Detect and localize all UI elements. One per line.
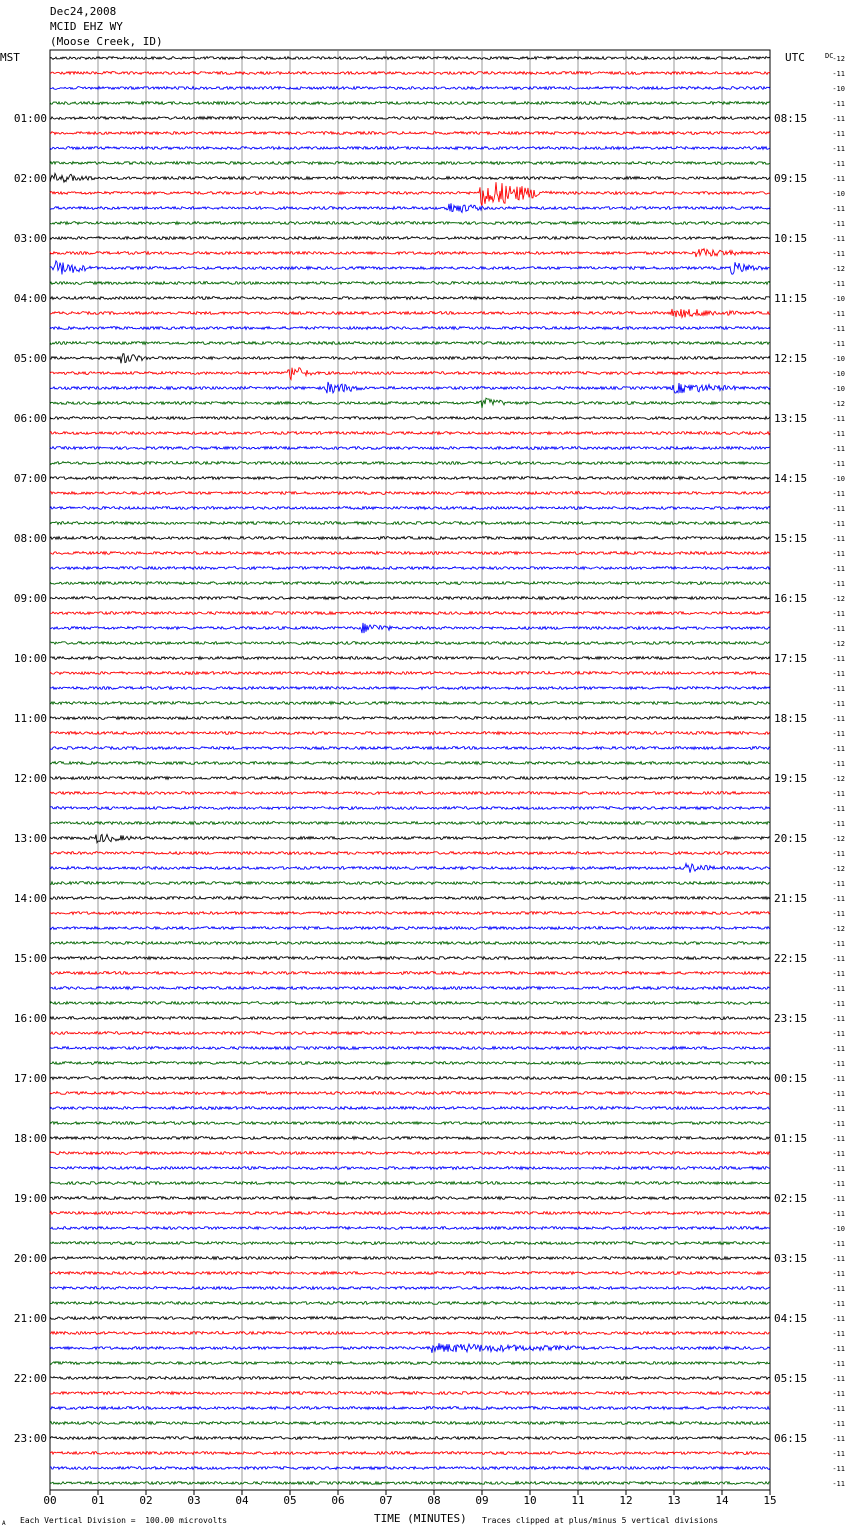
mst-hour-label: 15:00 (13, 952, 47, 965)
x-tick-label: 00 (43, 1494, 57, 1507)
dc-offset-label: -11 (832, 280, 845, 288)
trace-58 (50, 927, 770, 930)
dc-offset-label: -11 (832, 880, 845, 888)
trace-11 (50, 222, 770, 225)
dc-offset-label: -11 (832, 1060, 845, 1068)
trace-86 (50, 1343, 770, 1353)
dc-offset-label: -11 (832, 625, 845, 633)
dc-offset-label: -12 (832, 835, 845, 843)
dc-offset-label: -11 (832, 1435, 845, 1443)
dc-offset-label: -12 (832, 400, 845, 408)
trace-44 (50, 717, 770, 720)
trace-10 (50, 203, 770, 212)
trace-65 (50, 1032, 770, 1035)
trace-36 (50, 597, 770, 600)
trace-72 (50, 1137, 770, 1140)
mst-hour-label: 07:00 (13, 472, 47, 485)
right-timezone-label: UTC (785, 51, 805, 64)
trace-23 (50, 398, 770, 408)
trace-30 (50, 507, 770, 510)
trace-70 (50, 1107, 770, 1110)
mst-hour-label: 20:00 (13, 1252, 47, 1265)
dc-offset-label: -11 (832, 700, 845, 708)
dc-offset-label: -11 (832, 430, 845, 438)
x-tick-label: 04 (235, 1494, 249, 1507)
dc-offset-label: -11 (832, 805, 845, 813)
utc-hour-label: 12:15 (774, 352, 808, 365)
trace-82 (50, 1287, 770, 1290)
x-tick-label: 02 (139, 1494, 153, 1507)
trace-80 (50, 1257, 770, 1260)
dc-offset-label: -11 (832, 1180, 845, 1188)
trace-49 (50, 792, 770, 795)
trace-13 (50, 249, 770, 257)
clip-note: Traces clipped at plus/minus 5 vertical divisions (482, 1516, 719, 1525)
trace-40 (50, 657, 770, 660)
dc-offset-label: -11 (832, 100, 845, 108)
mst-hour-label: 11:00 (13, 712, 47, 725)
trace-32 (50, 537, 770, 540)
trace-63 (50, 1002, 770, 1005)
dc-offset-label: -11 (832, 610, 845, 618)
trace-24 (50, 417, 770, 420)
utc-hour-label: 17:15 (774, 652, 808, 665)
x-axis-ticks (43, 1490, 776, 1507)
dc-offset-label: -11 (832, 1330, 845, 1338)
x-tick-label: 08 (427, 1494, 441, 1507)
dc-offset-label: -11 (832, 70, 845, 78)
utc-hour-label: 06:15 (774, 1432, 808, 1445)
dc-offset-label: -11 (832, 655, 845, 663)
trace-8 (50, 173, 770, 182)
trace-39 (50, 642, 770, 645)
station-location: (Moose Creek, ID) (50, 35, 163, 48)
dc-offset-label: -10 (832, 475, 845, 483)
seismic-traces (50, 57, 770, 1485)
trace-26 (50, 447, 770, 450)
x-tick-label: 01 (91, 1494, 105, 1507)
dc-offset-label: -11 (832, 175, 845, 183)
dc-offset-label: -11 (832, 460, 845, 468)
trace-62 (50, 987, 770, 990)
dc-offset-label: -11 (832, 1255, 845, 1263)
trace-83 (50, 1302, 770, 1305)
dc-offset-label: -11 (832, 1345, 845, 1353)
dc-offset-label: -11 (832, 310, 845, 318)
mst-hour-label: 19:00 (13, 1192, 47, 1205)
dc-offset-label: -10 (832, 1225, 845, 1233)
dc-offset-label: -11 (832, 1315, 845, 1323)
dc-offset-label: -11 (832, 1015, 845, 1023)
trace-48 (50, 777, 770, 780)
utc-hour-label: 13:15 (774, 412, 808, 425)
trace-41 (50, 672, 770, 675)
trace-4 (50, 117, 770, 120)
utc-hour-label: 03:15 (774, 1252, 808, 1265)
trace-55 (50, 882, 770, 885)
dc-offset-label: -12 (832, 775, 845, 783)
dc-offset-label: -11 (832, 790, 845, 798)
dc-offset-label: -11 (832, 565, 845, 573)
dc-offset-label: -11 (832, 745, 845, 753)
utc-hour-label: 01:15 (774, 1132, 808, 1145)
trace-56 (50, 897, 770, 900)
dc-offset-label: -10 (832, 190, 845, 198)
utc-hour-label: 23:15 (774, 1012, 808, 1025)
mst-hour-label: 03:00 (13, 232, 47, 245)
dc-offset-label: -11 (832, 445, 845, 453)
dc-offset-label: -11 (832, 1075, 845, 1083)
mst-hour-label: 06:00 (13, 412, 47, 425)
trace-19 (50, 342, 770, 345)
scale-note: Each Vertical Division = 100.00 microvolts (20, 1516, 228, 1525)
trace-78 (50, 1227, 770, 1230)
trace-45 (50, 732, 770, 735)
dc-offset-label: -11 (832, 1240, 845, 1248)
trace-87 (50, 1362, 770, 1365)
mst-hour-label: 02:00 (13, 172, 47, 185)
dc-offset-label: -11 (832, 235, 845, 243)
trace-33 (50, 552, 770, 555)
dc-offset-label: -11 (832, 505, 845, 513)
trace-20 (50, 354, 770, 364)
corner-mark: A (2, 1520, 6, 1527)
trace-12 (50, 237, 770, 240)
dc-offset-label: -11 (832, 1405, 845, 1413)
trace-60 (50, 957, 770, 960)
mst-hour-label: 04:00 (13, 292, 47, 305)
utc-hour-label: 00:15 (774, 1072, 808, 1085)
trace-68 (50, 1077, 770, 1080)
utc-hour-label: 22:15 (774, 952, 808, 965)
trace-7 (50, 162, 770, 165)
utc-hour-label: 11:15 (774, 292, 808, 305)
x-tick-label: 09 (475, 1494, 489, 1507)
trace-9 (50, 182, 770, 206)
trace-50 (50, 807, 770, 810)
mst-hour-label: 13:00 (13, 832, 47, 845)
dc-offset-label: -11 (832, 985, 845, 993)
mst-hour-label: 16:00 (13, 1012, 47, 1025)
utc-hour-label: 04:15 (774, 1312, 808, 1325)
trace-35 (50, 582, 770, 585)
mst-hour-label: 10:00 (13, 652, 47, 665)
dc-offset-label: -11 (832, 1105, 845, 1113)
dc-offset-label: -11 (832, 1465, 845, 1473)
dc-offset-label: -11 (832, 1480, 845, 1488)
trace-15 (50, 282, 770, 285)
dc-offset-label: -11 (832, 1285, 845, 1293)
mst-hour-labels (14, 112, 47, 1445)
utc-hour-label: 05:15 (774, 1372, 808, 1385)
dc-offset-label: -11 (832, 1120, 845, 1128)
dc-offset-label: -11 (832, 220, 845, 228)
dc-offset-label: -11 (832, 1300, 845, 1308)
utc-hour-label: 18:15 (774, 712, 808, 725)
dc-label: DC (825, 52, 834, 60)
dc-offset-label: -11 (832, 760, 845, 768)
dc-offset-label: -11 (832, 1450, 845, 1458)
trace-81 (50, 1272, 770, 1275)
dc-offset-label: -10 (832, 385, 845, 393)
trace-51 (50, 822, 770, 825)
trace-90 (50, 1407, 770, 1410)
dc-offset-label: -11 (832, 730, 845, 738)
trace-73 (50, 1152, 770, 1155)
dc-offset-label: -11 (832, 250, 845, 258)
utc-hour-label: 08:15 (774, 112, 808, 125)
dc-offset-label: -11 (832, 670, 845, 678)
trace-5 (50, 132, 770, 135)
dc-offset-label: -11 (832, 550, 845, 558)
trace-84 (50, 1317, 770, 1320)
trace-31 (50, 522, 770, 525)
dc-offset-label: -11 (832, 160, 845, 168)
dc-offset-label: -11 (832, 205, 845, 213)
trace-59 (50, 942, 770, 945)
dc-offset-label: -11 (832, 685, 845, 693)
dc-offset-label: -11 (832, 970, 845, 978)
x-axis-label: TIME (MINUTES) (374, 1512, 467, 1525)
dc-offset-label: -11 (832, 940, 845, 948)
dc-offset-label: -12 (832, 265, 845, 273)
record-date: Dec24,2008 (50, 5, 117, 18)
utc-hour-label: 09:15 (774, 172, 808, 185)
dc-offset-label: -11 (832, 1045, 845, 1053)
utc-hour-label: 19:15 (774, 772, 808, 785)
left-timezone-label: MST (0, 51, 20, 64)
trace-22 (50, 382, 770, 393)
dc-offset-label: -11 (832, 1390, 845, 1398)
mst-hour-label: 21:00 (13, 1312, 47, 1325)
dc-offset-label: -10 (832, 370, 845, 378)
trace-14 (50, 261, 770, 275)
trace-89 (50, 1392, 770, 1395)
dc-offset-label: -11 (832, 820, 845, 828)
mst-hour-label: 14:00 (13, 892, 47, 905)
trace-85 (50, 1332, 770, 1335)
utc-hour-label: 20:15 (774, 832, 808, 845)
trace-94 (50, 1467, 770, 1470)
x-tick-label: 15 (763, 1494, 777, 1507)
utc-hour-label: 16:15 (774, 592, 808, 605)
dc-offset-label: -11 (832, 520, 845, 528)
trace-29 (50, 492, 770, 495)
x-tick-label: 05 (283, 1494, 297, 1507)
mst-hour-label: 08:00 (13, 532, 47, 545)
mst-hour-label: 09:00 (13, 592, 47, 605)
mst-hour-label: 05:00 (13, 352, 47, 365)
trace-37 (50, 612, 770, 615)
trace-93 (50, 1452, 770, 1455)
trace-92 (50, 1437, 770, 1440)
x-tick-label: 10 (523, 1494, 537, 1507)
x-tick-label: 07 (379, 1494, 393, 1507)
x-tick-label: 11 (571, 1494, 585, 1507)
dc-offset-label: -11 (832, 1210, 845, 1218)
x-tick-label: 06 (331, 1494, 345, 1507)
trace-91 (50, 1422, 770, 1425)
utc-hour-label: 14:15 (774, 472, 808, 485)
dc-offset-label: -11 (832, 415, 845, 423)
x-tick-label: 14 (715, 1494, 729, 1507)
x-tick-label: 03 (187, 1494, 201, 1507)
dc-offset-label: -11 (832, 130, 845, 138)
dc-offset-label: -11 (832, 1375, 845, 1383)
mst-hour-label: 22:00 (13, 1372, 47, 1385)
trace-69 (50, 1092, 770, 1095)
trace-95 (50, 1482, 770, 1485)
trace-42 (50, 687, 770, 690)
utc-hour-label: 21:15 (774, 892, 808, 905)
dc-offset-label: -11 (832, 325, 845, 333)
dc-offset-label: -11 (832, 1135, 845, 1143)
dc-offset-label: -10 (832, 85, 845, 93)
dc-offset-label: -11 (832, 580, 845, 588)
dc-offset-label: -12 (832, 865, 845, 873)
dc-offset-label: -11 (832, 715, 845, 723)
trace-88 (50, 1377, 770, 1380)
trace-25 (50, 432, 770, 435)
mst-hour-label: 01:00 (13, 112, 47, 125)
trace-16 (50, 297, 770, 300)
mst-hour-label: 17:00 (13, 1072, 47, 1085)
utc-hour-labels (774, 112, 807, 1445)
dc-offset-label: -11 (832, 1090, 845, 1098)
trace-43 (50, 702, 770, 705)
trace-38 (50, 623, 770, 633)
dc-offset-label: -11 (832, 145, 845, 153)
trace-21 (50, 368, 770, 380)
trace-3 (50, 102, 770, 105)
dc-offset-label: -11 (832, 535, 845, 543)
trace-54 (50, 864, 770, 873)
utc-hour-label: 10:15 (774, 232, 808, 245)
trace-77 (50, 1212, 770, 1215)
dc-offset-label: -11 (832, 1030, 845, 1038)
trace-66 (50, 1047, 770, 1050)
dc-offset-label: -12 (832, 595, 845, 603)
trace-2 (50, 87, 770, 90)
trace-17 (50, 309, 770, 317)
dc-offset-label: -11 (832, 910, 845, 918)
mst-hour-label: 23:00 (13, 1432, 47, 1445)
trace-6 (50, 147, 770, 150)
dc-offset-label: -10 (832, 355, 845, 363)
dc-offset-label: -11 (832, 850, 845, 858)
dc-offset-label: -11 (832, 1150, 845, 1158)
dc-offset-label: -11 (832, 340, 845, 348)
x-tick-label: 13 (667, 1494, 681, 1507)
trace-76 (50, 1197, 770, 1200)
trace-47 (50, 762, 770, 765)
dc-offset-label: -12 (832, 55, 845, 63)
dc-offset-label: -11 (832, 490, 845, 498)
trace-71 (50, 1122, 770, 1125)
trace-27 (50, 462, 770, 465)
mst-hour-label: 18:00 (13, 1132, 47, 1145)
trace-34 (50, 567, 770, 570)
trace-46 (50, 747, 770, 750)
station-code: MCID EHZ WY (50, 20, 123, 33)
utc-hour-label: 02:15 (774, 1192, 808, 1205)
trace-52 (50, 834, 770, 842)
dc-offset-label: -11 (832, 955, 845, 963)
trace-57 (50, 912, 770, 915)
dc-offset-label: -11 (832, 895, 845, 903)
dc-offset-label: -10 (832, 295, 845, 303)
dc-offset-label: -12 (832, 925, 845, 933)
dc-offset-label: -11 (832, 1420, 845, 1428)
trace-53 (50, 852, 770, 855)
trace-1 (50, 72, 770, 75)
dc-offset-label: -11 (832, 115, 845, 123)
trace-64 (50, 1017, 770, 1020)
x-tick-label: 12 (619, 1494, 633, 1507)
trace-75 (50, 1182, 770, 1185)
trace-74 (50, 1167, 770, 1170)
mst-hour-label: 12:00 (13, 772, 47, 785)
dc-offset-labels (832, 55, 845, 1488)
trace-18 (50, 327, 770, 330)
trace-79 (50, 1242, 770, 1245)
trace-28 (50, 477, 770, 480)
dc-offset-label: -12 (832, 640, 845, 648)
trace-61 (50, 972, 770, 975)
dc-offset-label: -11 (832, 1270, 845, 1278)
dc-offset-label: -11 (832, 1360, 845, 1368)
dc-offset-label: -11 (832, 1165, 845, 1173)
trace-0 (50, 57, 770, 60)
utc-hour-label: 15:15 (774, 532, 808, 545)
dc-offset-label: -11 (832, 1195, 845, 1203)
trace-67 (50, 1062, 770, 1065)
dc-offset-label: -11 (832, 1000, 845, 1008)
